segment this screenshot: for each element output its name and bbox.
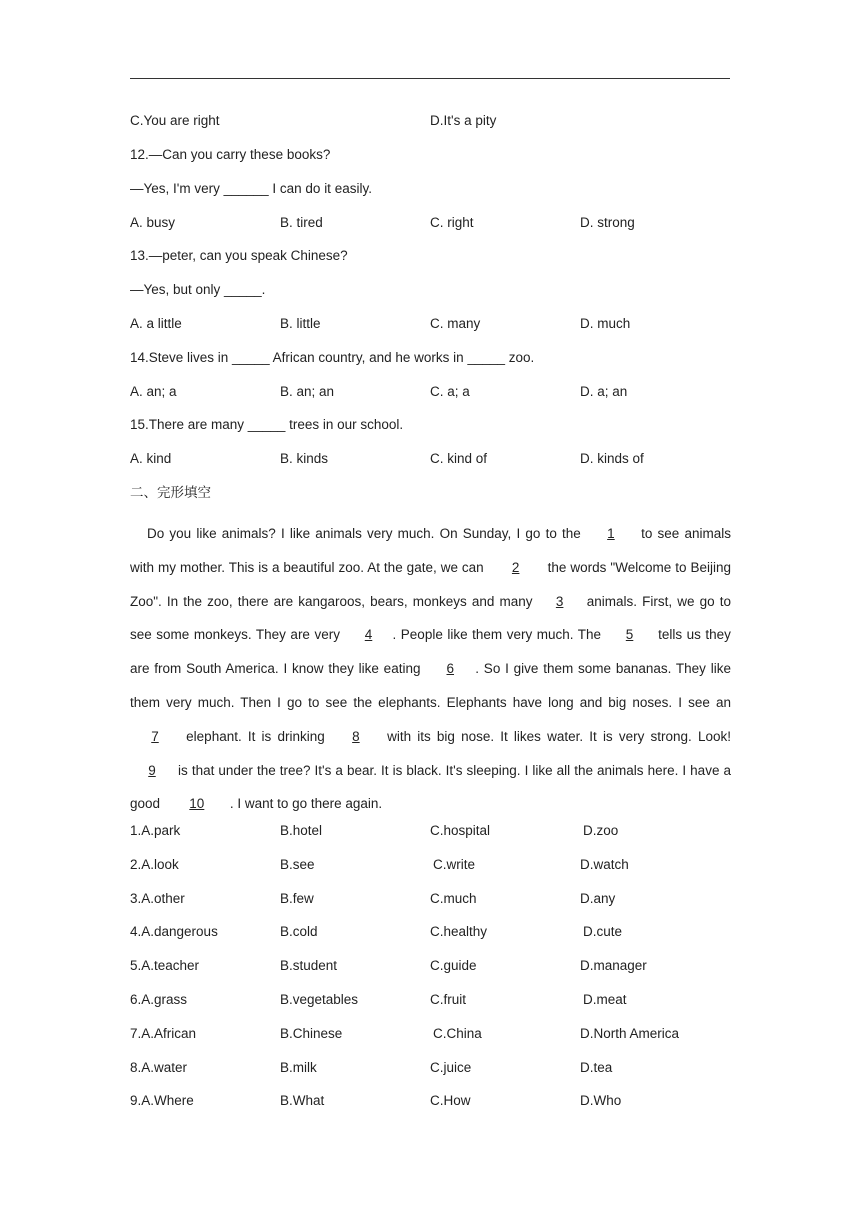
- question-14: 14.Steve lives in _____ African country, and he works in _____ zoo.: [130, 350, 535, 365]
- option-a: A. busy: [130, 215, 176, 230]
- passage-text: Do you like animals? I like animals very much. On Sunday, I go to the: [147, 526, 581, 541]
- blank-2: 2: [511, 559, 520, 575]
- choice-b: B.What: [280, 1093, 325, 1108]
- choice-b: B.student: [280, 958, 338, 973]
- blank-1: 1: [607, 526, 615, 541]
- choice-d: D.watch: [580, 857, 629, 872]
- blank-4: 4: [364, 627, 373, 643]
- choice-c: C.hospital: [430, 823, 491, 838]
- option-c: C. many: [430, 316, 481, 331]
- choice-a: 9.A.Where: [130, 1093, 194, 1108]
- question-13: 13.—peter, can you speak Chinese?: [130, 248, 348, 263]
- choice-b: B.Chinese: [280, 1026, 343, 1041]
- option-d: D. much: [580, 316, 631, 331]
- choice-b: B.hotel: [280, 823, 323, 838]
- choice-c: C.much: [430, 891, 477, 906]
- option-c: C. kind of: [430, 451, 488, 466]
- choice-b: B.few: [280, 891, 314, 906]
- question-12: 12.—Can you carry these books?: [130, 147, 331, 162]
- option-d: D. strong: [580, 215, 635, 230]
- question-12-options: [130, 213, 730, 233]
- question-15: 15.There are many _____ trees in our school.: [130, 417, 404, 432]
- choice-c: C.healthy: [430, 924, 488, 939]
- choice-c: C.How: [430, 1093, 471, 1108]
- choice-d: D.cute: [583, 924, 623, 939]
- question-13-answer: —Yes, but only _____.: [130, 282, 266, 297]
- choice-a: 3.A.other: [130, 891, 185, 906]
- choice-d: D.tea: [580, 1060, 613, 1075]
- blank-10: 10: [189, 796, 205, 812]
- cloze-passage: [130, 517, 731, 821]
- choice-d: D.meat: [583, 992, 627, 1007]
- section-heading: 二、完形填空: [130, 485, 211, 501]
- choice-row-8: [130, 1058, 730, 1078]
- choice-row-7: [130, 1024, 730, 1044]
- choice-row-1: [130, 821, 730, 841]
- choice-a: 4.A.dangerous: [130, 924, 218, 939]
- blank-3: 3: [555, 593, 564, 609]
- choice-d: D.Who: [580, 1093, 622, 1108]
- choice-d: D.zoo: [583, 823, 619, 838]
- choice-b: B.vegetables: [280, 992, 359, 1007]
- option-a: A. an; a: [130, 384, 177, 399]
- q11-options-row: [130, 111, 730, 131]
- choice-c: C.China: [433, 1026, 482, 1041]
- choice-d: D.North America: [580, 1026, 680, 1041]
- choice-d: D.any: [580, 891, 616, 906]
- choice-row-3: [130, 889, 730, 909]
- choice-c: C.fruit: [430, 992, 467, 1007]
- blank-9: 9: [148, 762, 156, 778]
- choice-b: B.see: [280, 857, 315, 872]
- option-d: D. kinds of: [580, 451, 644, 466]
- option-b: B. an; an: [280, 384, 335, 399]
- option-b: B. tired: [280, 215, 323, 230]
- choice-b: B.milk: [280, 1060, 317, 1075]
- passage-text: . People like them very much. The: [392, 627, 602, 643]
- question-15-options: [130, 449, 730, 469]
- question-12-answer: —Yes, I'm very ______ I can do it easily.: [130, 181, 372, 196]
- choice-a: 6.A.grass: [130, 992, 188, 1007]
- blank-7: 7: [151, 728, 159, 744]
- choice-c: C.guide: [430, 958, 477, 973]
- option-c: C. a; a: [430, 384, 470, 399]
- question-14-options: [130, 382, 730, 402]
- option-a: A. a little: [130, 316, 182, 331]
- passage-text: the words "Welcome to Beijing Zoo". In the zoo, there are kangaroos, bears, monkeys and many: [130, 559, 731, 609]
- option-c: C.You are right: [130, 113, 220, 128]
- choice-row-9: [130, 1091, 730, 1111]
- choice-b: B.cold: [280, 924, 318, 939]
- passage-text: . So I give them some bananas. They like them very much. Then I go to see the elephants. Elephants have long and big noses. I see an: [130, 661, 731, 710]
- choice-row-4: [130, 922, 730, 942]
- choice-c: C.juice: [430, 1060, 472, 1075]
- choice-row-2: [130, 855, 730, 875]
- option-d: D. a; an: [580, 384, 628, 399]
- choice-row-6: [130, 990, 730, 1010]
- choice-d: D.manager: [580, 958, 647, 973]
- passage-text: to see animals with my mother. This is a beautiful zoo. At the gate, we can: [130, 526, 731, 575]
- passage-text: is that under the tree? It's a bear. It is black. It's sleeping. I like all the animals here. I have a good: [130, 762, 731, 812]
- option-a: A. kind: [130, 451, 172, 466]
- passage-text: . I want to go there again.: [229, 796, 383, 812]
- passage-text: tells us they are from South America. I know they like eating: [130, 627, 731, 677]
- choice-a: 1.A.park: [130, 823, 181, 838]
- option-d: D.It's a pity: [430, 113, 497, 128]
- blank-5: 5: [625, 627, 634, 643]
- choice-row-5: [130, 956, 730, 976]
- option-c: C. right: [430, 215, 474, 230]
- blank-8: 8: [352, 728, 360, 744]
- option-b: B. kinds: [280, 451, 329, 466]
- blank-6: 6: [446, 661, 455, 677]
- choice-a: 2.A.look: [130, 857, 179, 872]
- choice-a: 5.A.teacher: [130, 958, 200, 973]
- option-b: B. little: [280, 316, 321, 331]
- header-rule: [130, 78, 730, 79]
- passage-text: animals. First, we go to see some monkeys. They are very: [130, 593, 731, 643]
- choice-a: 7.A.African: [130, 1026, 197, 1041]
- choice-c: C.write: [433, 857, 476, 872]
- passage-text: elephant. It is drinking: [186, 728, 325, 744]
- question-13-options: [130, 314, 730, 334]
- passage-text: with its big nose. It likes water. It is very strong. Look!: [387, 728, 731, 744]
- choice-a: 8.A.water: [130, 1060, 188, 1075]
